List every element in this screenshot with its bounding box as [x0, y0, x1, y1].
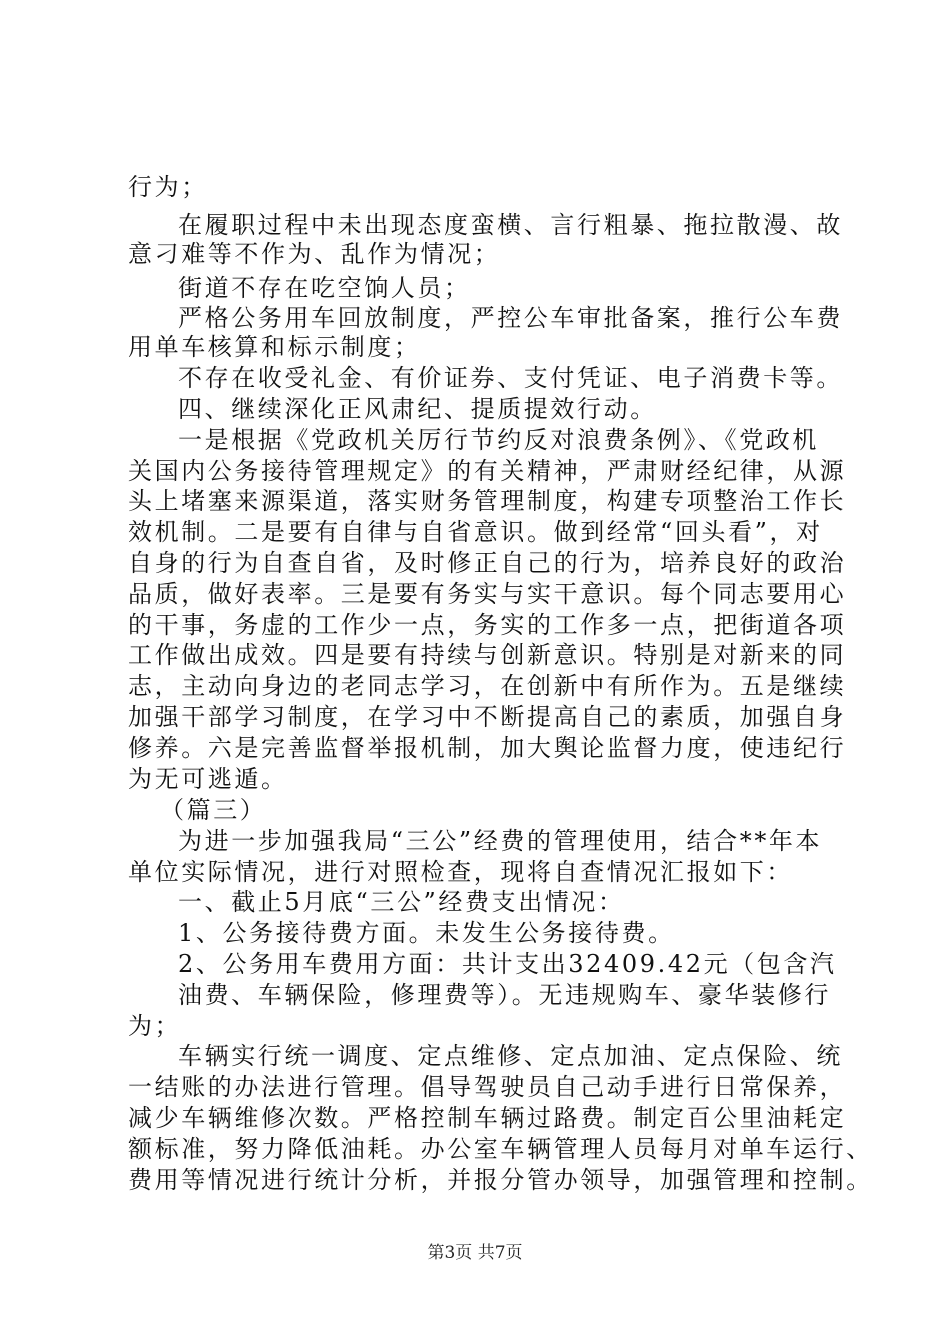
- text-line: 关国内公务接待管理规定》的有关精神，严肃财经纪律，从源: [128, 457, 847, 485]
- text-line: 意刁难等不作为、乱作为情况；: [128, 240, 501, 268]
- text-line: 自身的行为自查自省，及时修正自己的行为，培养良好的政治: [128, 549, 847, 577]
- text-line: 为；: [128, 1012, 182, 1040]
- text-line: 不存在收受礼金、有价证券、支付凭证、电子消费卡等。: [178, 364, 843, 392]
- text-line: 效机制。二是要有自律与自省意识。做到经常“回头看”，对: [128, 518, 823, 546]
- text-line: 用单车核算和标示制度；: [128, 333, 421, 361]
- text-line: 工作做出成效。四是要有持续与创新意识。特别是对新来的同: [128, 641, 847, 669]
- text-line: 街道不存在吃空饷人员；: [178, 274, 471, 302]
- text-line: 在履职过程中未出现态度蛮横、言行粗暴、拖拉散漫、故: [178, 211, 843, 239]
- text-line: 2、公务用车费用方面：共计支出32409.42元（包含汽: [178, 950, 837, 978]
- text-line: 减少车辆维修次数。严格控制车辆过路费。制定百公里油耗定: [128, 1104, 847, 1132]
- text-line: 加强干部学习制度，在学习中不断提高自己的素质，加强自身: [128, 703, 847, 731]
- section-heading: 四、继续深化正风肃纪、提质提效行动。: [178, 395, 657, 423]
- text-line: 的干事，务虚的工作少一点，务实的工作多一点，把街道各项: [128, 611, 847, 639]
- text-line: 额标准，努力降低油耗。办公室车辆管理人员每月对单车运行、: [128, 1135, 873, 1163]
- text-line: 费用等情况进行统计分析，并报分管办领导，加强管理和控制。: [128, 1166, 873, 1194]
- section-heading: （篇三）: [160, 796, 267, 824]
- text-line: 为无可逃遁。: [128, 765, 288, 793]
- text-line: 志，主动向身边的老同志学习，在创新中有所作为。五是继续: [128, 672, 847, 700]
- text-line: 车辆实行统一调度、定点维修、定点加油、定点保险、统: [178, 1042, 843, 1070]
- text-line: 1、公务接待费方面。未发生公务接待费。: [178, 919, 675, 947]
- text-line: 为进一步加强我局“三公”经费的管理使用，结合**年本: [178, 827, 823, 855]
- text-line: 修养。六是完善监督举报机制，加大舆论监督力度，使违纪行: [128, 734, 847, 762]
- text-line: 头上堵塞来源渠道，落实财务管理制度，构建专项整治工作长: [128, 487, 847, 515]
- text-line: 单位实际情况，进行对照检查，现将自查情况汇报如下：: [128, 858, 793, 886]
- text-line: 品质，做好表率。三是要有务实与实干意识。每个同志要用心: [128, 580, 847, 608]
- text-line: 严格公务用车回放制度，严控公车审批备案，推行公车费: [178, 304, 843, 332]
- page-number-footer: 第3页 共7页: [427, 1243, 523, 1263]
- section-heading: 一、截止5月底“三公”经费支出情况：: [178, 888, 625, 916]
- text-line: 行为；: [128, 173, 208, 201]
- text-line: 一结账的办法进行管理。倡导驾驶员自己动手进行日常保养，: [128, 1073, 847, 1101]
- text-line: 油费、车辆保险，修理费等）。无违规购车、豪华装修行: [178, 981, 831, 1009]
- text-line: 一是根据《党政机关厉行节约反对浪费条例》、《党政机: [178, 426, 819, 454]
